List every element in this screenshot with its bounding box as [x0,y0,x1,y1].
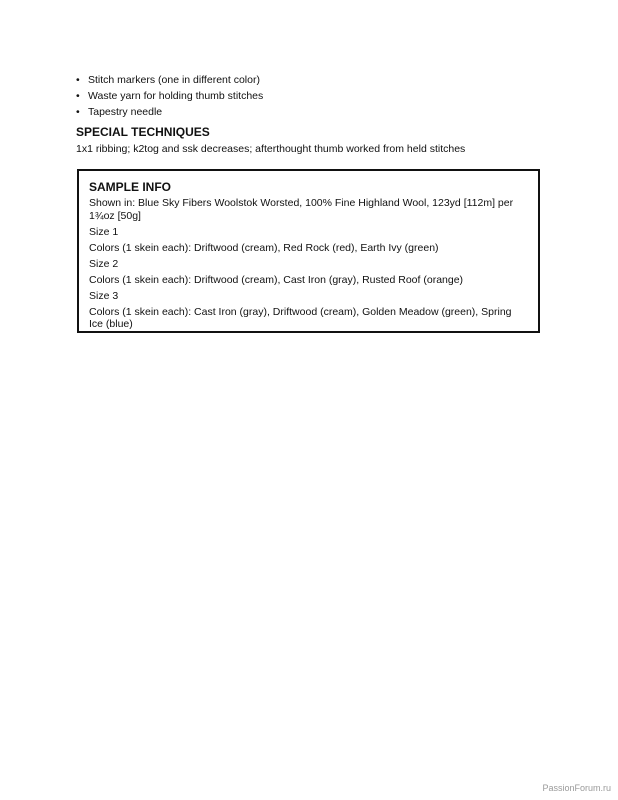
sample-info-line: Size 2 [89,257,119,270]
sample-info-list [89,197,528,331]
special-techniques-heading: SPECIAL TECHNIQUES [76,125,210,139]
sample-info-line: Colors (1 skein each): Driftwood (cream), Cast Iron (gray), Rusted Roof (orange) [89,273,464,286]
sample-info-box [77,169,540,333]
watermark: PassionForum.ru [542,783,611,793]
materials-list [76,72,546,120]
sample-info-line: Colors (1 skein each): Cast Iron (gray), Driftwood (cream), Golden Meadow (green), Spring Ice (blue) [89,305,512,330]
sample-info-line: Colors (1 skein each): Driftwood (cream), Red Rock (red), Earth Ivy (green) [89,241,439,254]
special-techniques-text: 1x1 ribbing; k2tog and ssk decreases; afterthought thumb worked from held stitches [76,143,466,155]
materials-item: • Waste yarn for holding thumb stitches [76,88,546,104]
sample-info-line: Size 3 [89,289,119,302]
sample-info-heading: SAMPLE INFO [89,180,172,194]
sample-info-line: Size 1 [89,225,119,238]
materials-item: • Stitch markers (one in different color) [76,72,546,88]
materials-item: • Tapestry needle [76,104,546,120]
sample-info-line: Shown in: Blue Sky Fibers Woolstok Worsted, 100% Fine Highland Wool, 123yd [112m] per 1¾oz [50g] [89,197,514,222]
